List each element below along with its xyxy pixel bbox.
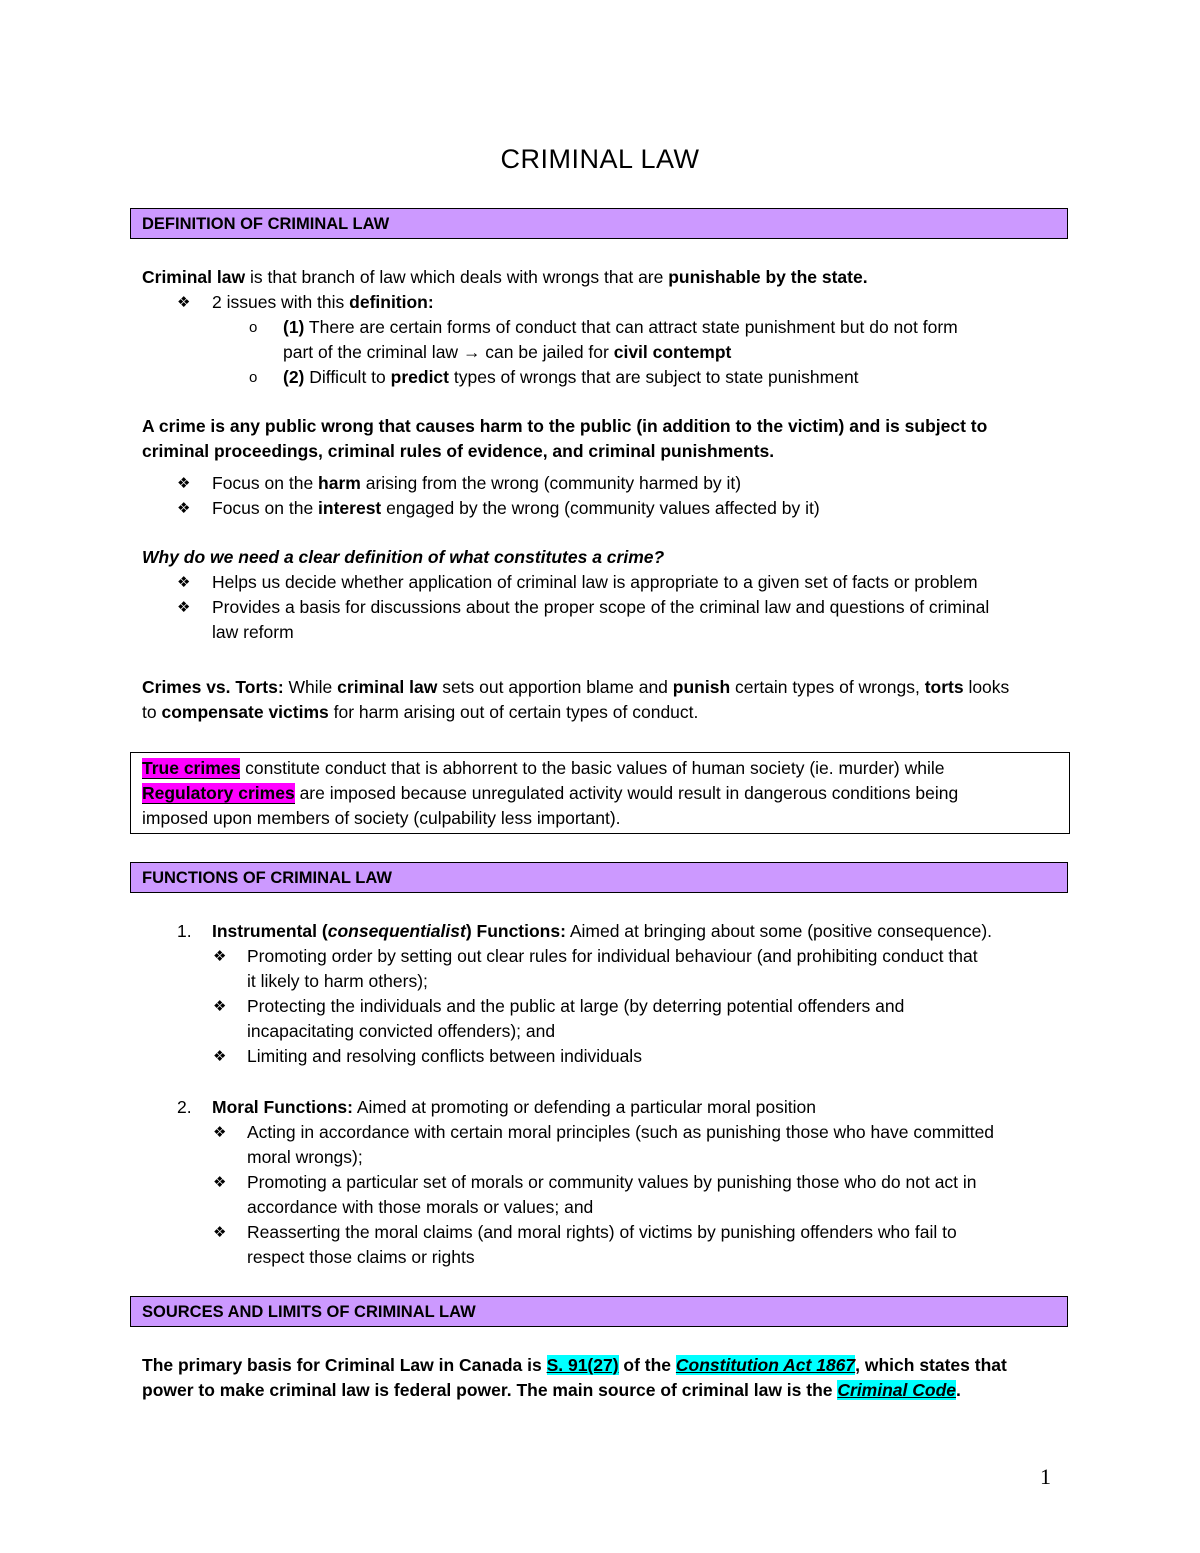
list-number-2: 2. xyxy=(177,1097,192,1117)
sources-line-2: power to make criminal law is federal power. The main source of criminal law is the Criminal Code. xyxy=(142,1380,961,1400)
true-crimes-highlight: True crimes xyxy=(142,758,241,778)
sub-bullet-icon: o xyxy=(249,369,258,386)
instrumental-functions: Instrumental (consequentialist) Functions: Aimed at bringing about some (positive consequence). xyxy=(212,921,993,941)
bullet-promoting-morals: Promoting a particular set of morals or community values by punishing those who do not act in xyxy=(247,1172,977,1192)
bullet-icon: ❖ xyxy=(177,599,191,616)
bullet-helps-decide: Helps us decide whether application of criminal law is appropriate to a given set of facts or problem xyxy=(212,572,978,592)
bullet-icon: ❖ xyxy=(213,998,227,1015)
bullet-icon: ❖ xyxy=(213,1174,227,1191)
bullet-acting-accordance: Acting in accordance with certain moral principles (such as punishing those who have committed xyxy=(247,1122,995,1142)
crime-definition-line-1: A crime is any public wrong that causes harm to the public (in addition to the victim) and is subject to xyxy=(142,416,988,436)
crimes-vs-torts-line-1: Crimes vs. Torts: While criminal law sets out apportion blame and punish certain types of wrongs, torts looks xyxy=(142,677,1010,697)
bullet-promoting-order-cont: it likely to harm others); xyxy=(247,971,428,991)
sub-bullet-issue-2: (2) Difficult to predict types of wrongs that are subject to state punishment xyxy=(283,367,859,387)
bullet-acting-accordance-cont: moral wrongs); xyxy=(247,1147,363,1167)
bullet-reasserting: Reasserting the moral claims (and moral rights) of victims by punishing offenders who fail to xyxy=(247,1222,957,1242)
definition-paragraph: Criminal law is that branch of law which deals with wrongs that are punishable by the state. xyxy=(142,267,868,287)
bullet-icon: ❖ xyxy=(213,948,227,965)
true-crimes-line: True crimes constitute conduct that is abhorrent to the basic values of human society (ie. murder) while xyxy=(142,758,945,778)
bullet-limiting-conflicts: Limiting and resolving conflicts between individuals xyxy=(247,1046,642,1066)
criminal-code-highlight: Criminal Code xyxy=(837,1380,957,1400)
crime-definition-line-2: criminal proceedings, criminal rules of evidence, and criminal punishments. xyxy=(142,441,775,461)
sub-bullet-issue-1: (1) There are certain forms of conduct that can attract state punishment but do not form xyxy=(283,317,958,337)
sources-line-1: The primary basis for Criminal Law in Canada is S. 91(27) of the Constitution Act 1867, which states that xyxy=(142,1355,1007,1375)
bullet-icon: ❖ xyxy=(177,294,191,311)
bullet-basis-discussions: Provides a basis for discussions about the proper scope of the criminal law and questions of criminal xyxy=(212,597,990,617)
bullet-icon: ❖ xyxy=(177,500,191,517)
bullet-promoting-order: Promoting order by setting out clear rules for individual behaviour (and prohibiting conduct that xyxy=(247,946,978,966)
bullet-basis-discussions-cont: law reform xyxy=(212,622,294,642)
bullet-icon: ❖ xyxy=(213,1224,227,1241)
section-header-definition: DEFINITION OF CRIMINAL LAW xyxy=(130,208,1068,239)
document-title: CRIMINAL LAW xyxy=(500,144,700,174)
bullet-icon: ❖ xyxy=(213,1124,227,1141)
why-question: Why do we need a clear definition of what constitutes a crime? xyxy=(142,547,665,567)
bullet-protecting: Protecting the individuals and the public at large (by deterring potential offenders and xyxy=(247,996,905,1016)
page-number: 1 xyxy=(1040,1464,1051,1489)
section-header-sources: SOURCES AND LIMITS OF CRIMINAL LAW xyxy=(130,1296,1068,1327)
regulatory-crimes-highlight: Regulatory crimes xyxy=(142,783,295,803)
section-header-functions: FUNCTIONS OF CRIMINAL LAW xyxy=(130,862,1068,893)
bullet-protecting-cont: incapacitating convicted offenders); and xyxy=(247,1021,556,1041)
sub-bullet-issue-1-cont: part of the criminal law → can be jailed for civil contempt xyxy=(283,342,732,362)
bullet-icon: ❖ xyxy=(177,475,191,492)
regulatory-crimes-line-cont: imposed upon members of society (culpability less important). xyxy=(142,808,621,828)
bullet-icon: ❖ xyxy=(177,574,191,591)
bullet-focus-interest: Focus on the interest engaged by the wrong (community values affected by it) xyxy=(212,498,820,518)
bullet-focus-harm: Focus on the harm arising from the wrong (community harmed by it) xyxy=(212,473,742,493)
arrow-right-icon: → xyxy=(462,342,481,362)
bullet-two-issues: 2 issues with this definition: xyxy=(212,292,434,312)
moral-functions: Moral Functions: Aimed at promoting or defending a particular moral position xyxy=(212,1097,817,1117)
sub-bullet-icon: o xyxy=(249,319,258,336)
bullet-icon: ❖ xyxy=(213,1048,227,1065)
list-number-1: 1. xyxy=(177,921,192,941)
bullet-promoting-morals-cont: accordance with those morals or values; and xyxy=(247,1197,594,1217)
bullet-reasserting-cont: respect those claims or rights xyxy=(247,1247,475,1267)
crimes-vs-torts-line-2: to compensate victims for harm arising out of certain types of conduct. xyxy=(142,702,699,722)
constitution-act-highlight: Constitution Act 1867 xyxy=(675,1355,856,1375)
regulatory-crimes-line: Regulatory crimes are imposed because unregulated activity would result in dangerous conditions being xyxy=(142,783,959,803)
section-91-27-highlight: S. 91(27) xyxy=(546,1355,619,1375)
